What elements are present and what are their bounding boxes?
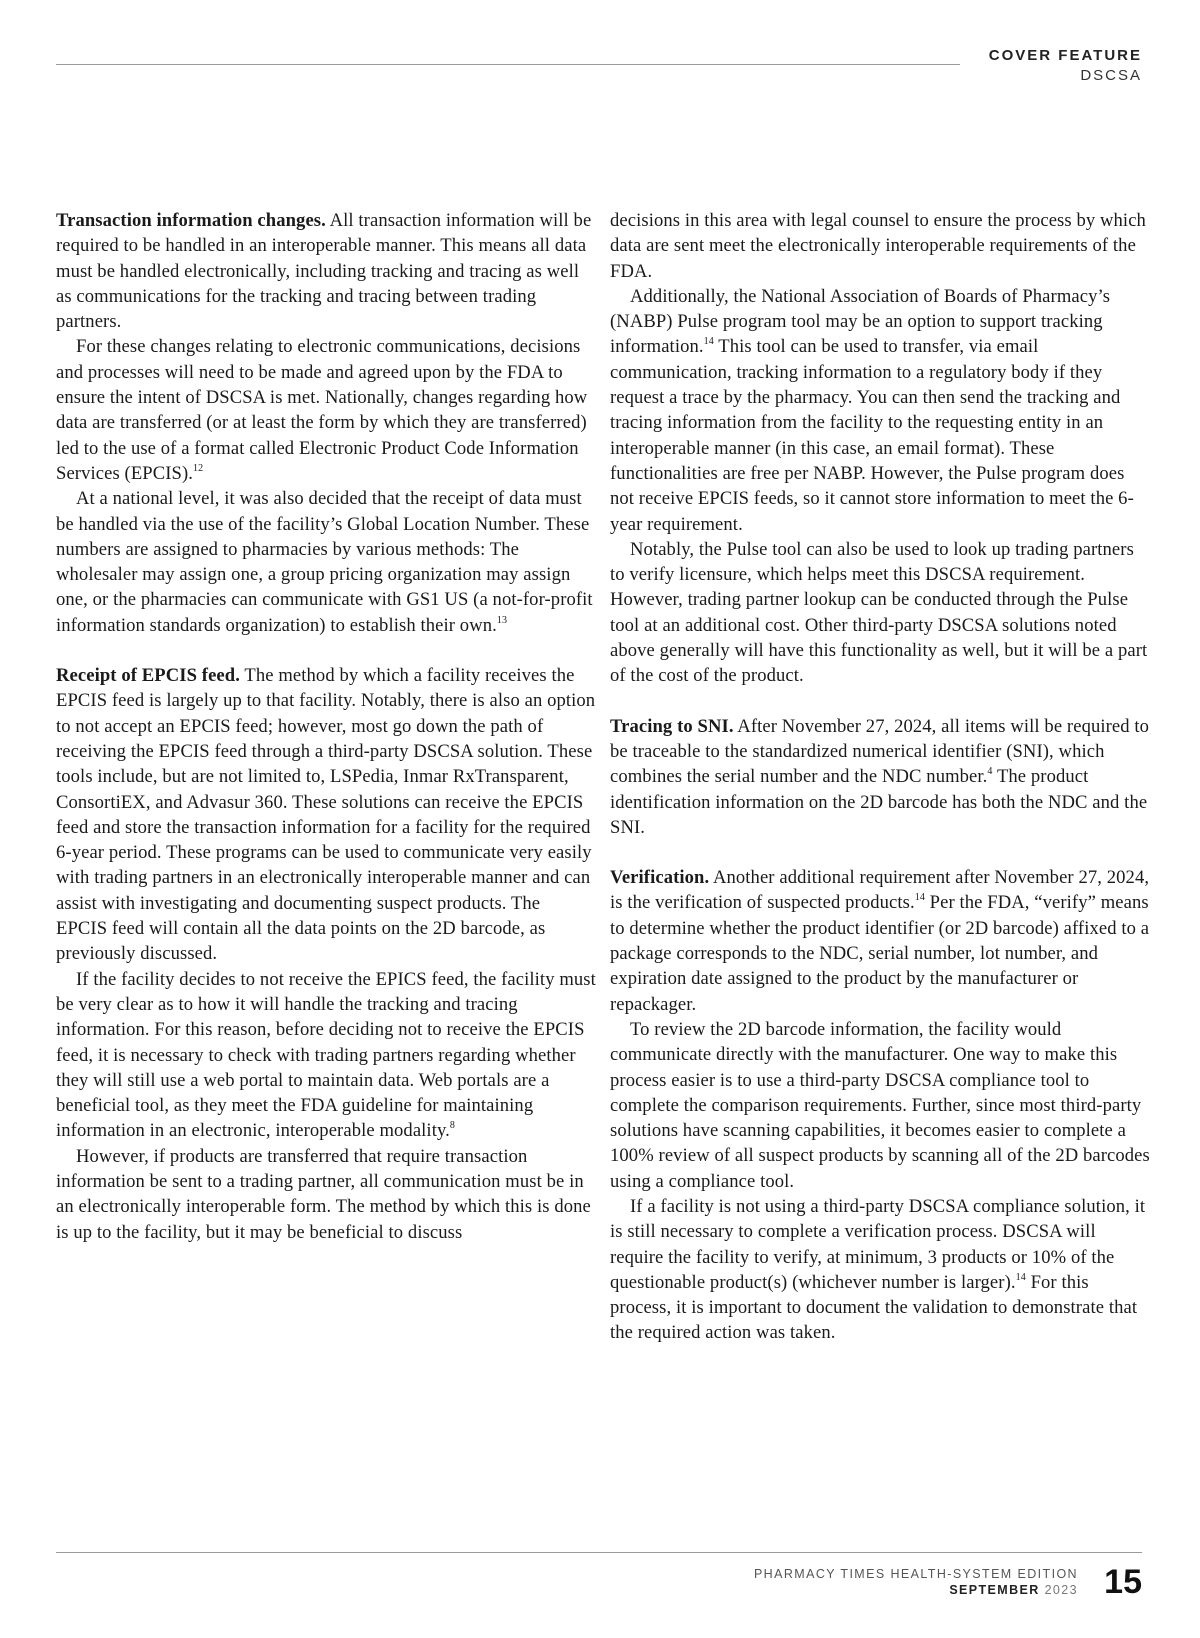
reference-marker: 14 [703, 336, 714, 348]
footer-rule [56, 1552, 1142, 1553]
paragraph-text: Additionally, the National Association of Boards of Pharmacy’s (NABP) Pulse program tool may be an option to support tracking information. [610, 285, 1111, 358]
publication-name: PHARMACY TIMES HEALTH-SYSTEM EDITION [753, 1567, 1078, 1581]
section-label: COVER FEATURE [988, 47, 1142, 64]
paragraph-text: However, if products are transferred that require transaction information be sent to a trading partner, all communication must be in an electronically interoperable form. The method by which this is done is up to the facility, but it may be beneficial to discuss [56, 1145, 591, 1243]
paragraph-text: decisions in this area with legal counsel to ensure the process by which data are sent meet the electronically interoperable requirements of the FDA. [610, 210, 1146, 282]
paragraph [56, 1144, 596, 1245]
paragraph-text: At a national level, it was also decided that the receipt of data must be handled via the use of the facility’s Global Location Number. These numbers are assigned to pharmacies by various methods: The wholesaler may assign one, a group pricing organization may assign one, or the pharmacies can communicate with GS1 US (a not-for-profit information standards organization) to establish their own. [56, 488, 593, 636]
running-header [989, 46, 1142, 86]
issue-date [754, 1582, 1078, 1598]
paragraph-text: Another additional requirement after November 27, 2024, is the verification of suspected products. [610, 867, 1150, 914]
issue-year: 2023 [1044, 1583, 1078, 1597]
paragraph [56, 663, 596, 967]
paragraph [56, 486, 596, 638]
right-column [610, 208, 1150, 1346]
paragraph-text: For this process, it is important to document the validation to demonstrate that the required action was taken. [610, 1271, 1138, 1344]
paragraph [610, 1194, 1150, 1346]
paragraph-text: This tool can be used to transfer, via email communication, tracking information to a regulatory body if they request a trace by the pharmacy. You can then send the tracking and tracing information from the facility to the requesting entity in an interoperable manner (in this case, an email format). These functionalities are free per NABP. However, the Pulse program does not receive EPCIS feeds, so it cannot store information to meet the 6-year requirement. [610, 336, 1134, 535]
paragraph-text: The method by which a facility receives the EPCIS feed is largely up to that facility. Notably, there is also an option to not accept an EPCIS feed; however, most go down the path of receiving the EPCIS feed through a third-party DSCSA solution. These tools include, but are not limited to, LSPedia, Inmar RxTransparent, ConsortiEX, and Advasur 360. These solutions can receive the EPCIS feed and store the transaction information for a facility for the required 6-year period. These programs can be used to communicate very easily with trading partners in an electronically interoperable manner and can assist with investigating and documenting suspect products. The EPCIS feed will contain all the data points on the 2D barcode, as previously discussed. [56, 665, 596, 965]
reference-marker: 12 [193, 462, 204, 474]
paragraph-text: To review the 2D barcode information, the facility would communicate directly with the manufacturer. One way to make this process easier is to use a third-party DSCSA compliance tool to complete the comparison requirements. Further, since most third-party solutions have scanning capabilities, it becomes easier to complete a 100% review of all suspect products by scanning all of the 2D barcodes using a compliance tool. [610, 1018, 1150, 1192]
paragraph [610, 208, 1150, 284]
left-column [56, 208, 596, 1245]
subheading: Receipt of EPCIS feed. [56, 665, 240, 687]
reference-marker: 14 [1015, 1271, 1026, 1283]
paragraph-text: All transaction information will be required to be handled in an interoperable manner. This means all data must be handled electronically, including tracking and tracing as well as communications for the tracking and tracing between trading partners. [56, 210, 592, 333]
paragraph [610, 537, 1150, 689]
page-number: 15 [1104, 1563, 1142, 1601]
paragraph [56, 334, 596, 486]
paragraph [56, 208, 596, 334]
paragraph-text: Per the FDA, “verify” means to determine whether the product identifier (or 2D barcode) affixed to a package corresponds to the NDC, serial number, lot number, and expiration date assigned to the product by the manufacturer or repackager. [610, 892, 1150, 1015]
reference-marker: 14 [914, 892, 925, 904]
paragraph [610, 865, 1150, 1017]
paragraph-text: After November 27, 2024, all items will be required to be traceable to the standardized numerical identifier (SNI), which combines the serial number and the NDC number. [610, 715, 1150, 788]
reference-marker: 13 [496, 614, 508, 626]
paragraph [610, 1017, 1150, 1194]
paragraph-text: Notably, the Pulse tool can also be used to look up trading partners to verify licensure, which helps meet this DSCSA requirement. However, trading partner lookup can be conducted through the Pulse tool at an additional cost. Other third-party DSCSA solutions noted above generally will have this functionality as well, but it will be a part of the cost of the product. [610, 538, 1148, 687]
paragraph [56, 967, 596, 1144]
paragraph-text: If the facility decides to not receive the EPICS feed, the facility must be very clear as to how it will handle the tracking and tracing information. For this reason, before deciding not to receive the EPCIS feed, it is necessary to check with trading partners regarding whether they will still use a web portal to maintain data. Web portals are a beneficial tool, as they meet the FDA guideline for maintaining information in an electronic, interoperable modality. [56, 968, 596, 1142]
subheading: Transaction information changes. [56, 210, 326, 231]
subheading: Tracing to SNI. [610, 715, 734, 737]
header-rule [56, 64, 960, 65]
running-footer [754, 1566, 1078, 1598]
paragraph [610, 284, 1150, 537]
issue-month: SEPTEMBER [949, 1583, 1040, 1597]
paragraph [610, 714, 1150, 840]
paragraph-text: For these changes relating to electronic communications, decisions and processes will need to be made and agreed upon by the FDA to ensure the intent of DSCSA is met. Nationally, changes regarding how data are transferred (or at least the form by which they are transferred) led to the use of a format called Electronic Product Code Information Services (EPCIS). [56, 336, 588, 484]
reference-marker: 8 [449, 1120, 456, 1132]
paragraph-text: If a facility is not using a third-party DSCSA compliance solution, it is still necessary to complete a verification process. DSCSA will require the facility to verify, at minimum, 3 products or 10% of the questionable product(s) (whichever number is larger). [610, 1195, 1146, 1293]
subsection-label: DSCSA [1080, 67, 1142, 84]
paragraph-text: The product identification information on the 2D barcode has both the NDC and the SNI. [610, 766, 1148, 838]
reference-marker: 4 [987, 766, 993, 778]
subheading: Verification. [610, 867, 710, 889]
